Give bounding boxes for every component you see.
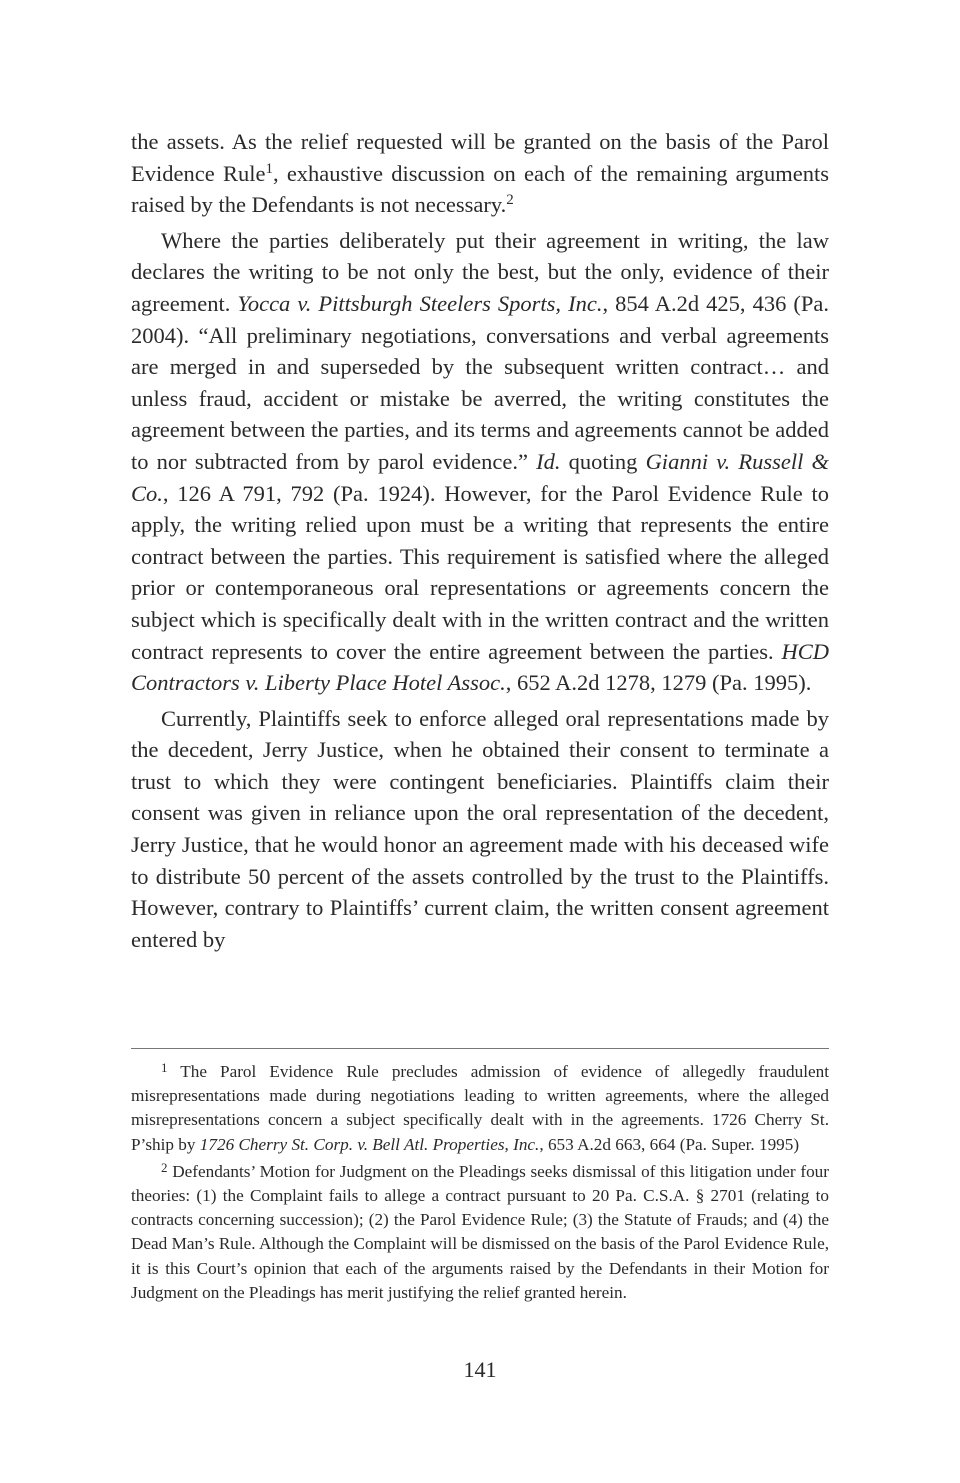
paragraph-2-text-a: Where the parties deliberately put their agreement in writing, the law declares the writing to be not only the best, but the only, evidence of their agreement. bbox=[131, 227, 829, 316]
paragraph-1-text-b: , exhaustive discussion on each of the remaining arguments raised by the Defendants is not necessary. bbox=[131, 160, 830, 218]
case-citation-gianni: Gianni v. Russell & Co. bbox=[131, 448, 829, 506]
paragraph-1 bbox=[131, 126, 829, 221]
paragraph-3: Currently, Plaintiffs seek to enforce alleged oral representations made by the decedent, Jerry Justice, when he obtained their consent to terminate a trust to which they were contingent beneficiaries. Plaintiffs claim their consent was given in reliance upon the oral representation of the decedent, Jerry Justice, that he would honor an agreement made with his deceased wife to distribute 50 percent of the assets controlled by the trust to the Plaintiffs. However, contrary to Plaintiffs’ current claim, the written consent agreement entered by bbox=[131, 705, 829, 952]
id-citation: Id. bbox=[536, 448, 561, 474]
footnote-2-number: 2 bbox=[161, 1159, 168, 1175]
case-citation-yocca: Yocca v. Pittsburgh Steelers Sports, Inc. bbox=[237, 290, 603, 316]
paragraph-2-text-c: quoting bbox=[560, 448, 646, 474]
footnote-1-case-citation: 1726 Cherry St. Corp. v. Bell Atl. Properties, Inc. bbox=[199, 1134, 540, 1154]
case-citation-hcd: HCD Contractors v. Liberty Place Hotel Assoc. bbox=[131, 638, 829, 696]
paragraph-2-text-b: , 854 A.2d 425, 436 (Pa. 2004). “All preliminary negotiations, conversations and verbal agreements are merged in and superseded by the subsequent written contract… and unless fraud, accident or mistake be averred, the writing constitutes the agreement between the parties, and its terms and agreements cannot be added to nor subtracted from by parol evidence.” bbox=[131, 290, 830, 474]
footnote-1 bbox=[131, 1060, 829, 1157]
paragraph-2-text-e: , 652 A.2d 1278, 1279 (Pa. 1995). bbox=[505, 670, 812, 696]
main-text bbox=[131, 126, 829, 955]
footnote-2 bbox=[131, 1160, 829, 1305]
footnote-1-text-a: The Parol Evidence Rule precludes admission of evidence of allegedly fraudulent misrepresentations made during negotiations leading to written agreements, where the alleged misrepresentations concern a subject specifically dealt with in the agreements. 1726 Cherry St. P’ship by bbox=[131, 1062, 829, 1154]
paragraph-1-text-a: the assets. As the relief requested will be granted on the basis of the Parol Evidence Rule bbox=[131, 129, 829, 186]
footnote-divider bbox=[131, 1048, 829, 1049]
footnote-ref-2[interactable]: 2 bbox=[506, 192, 514, 209]
footnote-2-text: Defendants’ Motion for Judgment on the Pleadings seeks dismissal of this litigation under four theories: (1) the Complaint fails to allege a contract pursuant to 20 Pa. C.S.A. § 2701 (relating to contracts concerning succession); (2) the Parol Evidence Rule; (3) the Statute of Frauds; and (4) the Dead Man’s Rule. Although the Complaint will be dismissed on the basis of the Parol Evidence Rule, it is this Court’s opinion that each of the arguments raised by the Defendants in their Motion for Judgment on the Pleadings has merit justifying the relief granted herein. bbox=[131, 1161, 829, 1302]
footnote-1-number: 1 bbox=[161, 1060, 168, 1075]
page-number: 141 bbox=[463, 1357, 497, 1382]
footnote-ref-1[interactable]: 1 bbox=[265, 160, 273, 177]
footnote-1-text-b: , 653 A.2d 663, 664 (Pa. Super. 1995) bbox=[539, 1134, 800, 1154]
paragraph-2-text-d: , 126 A 791, 792 (Pa. 1924). However, for the Parol Evidence Rule to apply, the writing relied upon must be a writing that represents the entire contract between the parties. This requirement is satisfied where the alleged prior or contemporaneous oral representations or agreements concern the subject which is specifically dealt with in the written contract and the written contract represents to cover the entire agreement between the parties. bbox=[131, 480, 829, 664]
footnotes bbox=[131, 1048, 829, 1305]
paragraph-2 bbox=[131, 225, 829, 699]
